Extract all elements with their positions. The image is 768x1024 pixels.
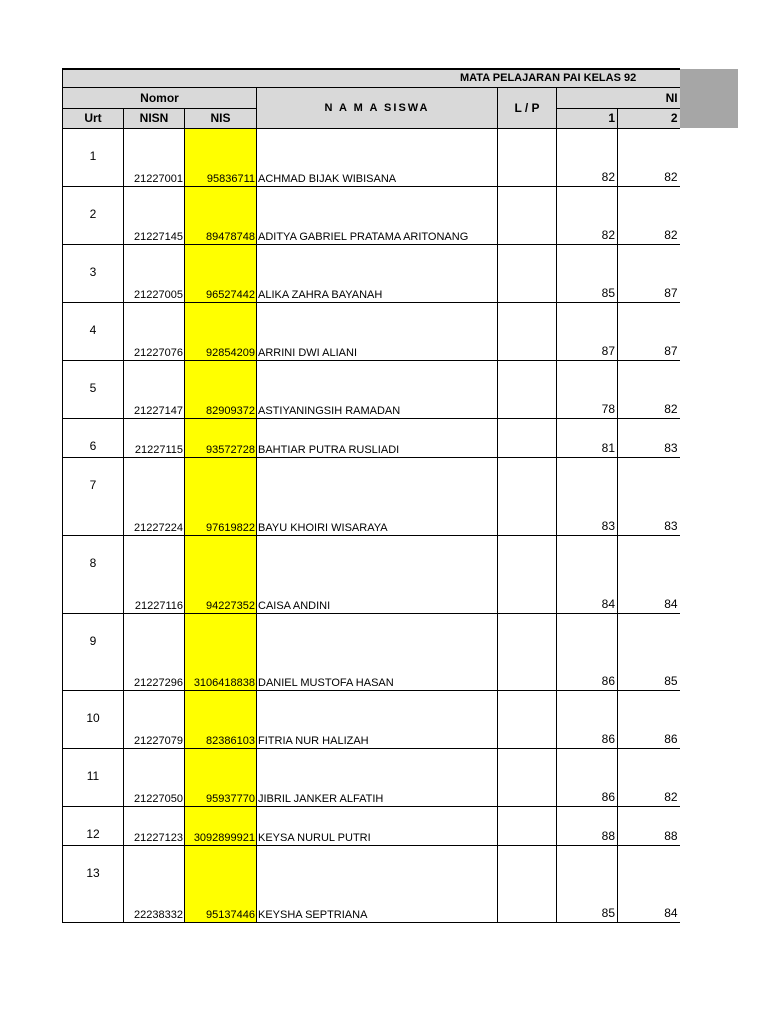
header-nilai: NI [557,87,680,108]
score-2-cell: 85 [618,613,680,690]
score-2-cell: 82 [618,360,680,418]
lp-cell [498,186,557,244]
nisn-cell: 21227116 [124,535,185,613]
lp-cell [498,128,557,186]
nis-cell: 82386103 [185,690,257,748]
nis-cell: 3092899921 [185,806,257,845]
student-name-cell: ASTIYANINGSIH RAMADAN [257,360,498,418]
lp-cell [498,806,557,845]
nis-cell: 95137446 [185,845,257,922]
header-nis: NIS [185,108,257,128]
score-1-cell: 86 [557,690,618,748]
score-1-cell: 85 [557,845,618,922]
student-name-cell: ADITYA GABRIEL PRATAMA ARITONANG [257,186,498,244]
score-2-cell: 84 [618,535,680,613]
score-1-cell: 88 [557,806,618,845]
table-row [63,806,680,845]
student-name-cell: DANIEL MUSTOFA HASAN [257,613,498,690]
score-2-cell: 84 [618,845,680,922]
score-2-cell: 82 [618,186,680,244]
urt-cell: 8 [63,535,124,613]
header-col-2: 2 [618,108,680,128]
nis-cell: 89478748 [185,186,257,244]
nis-cell: 95836711 [185,128,257,186]
urt-cell: 4 [63,302,124,360]
header-nisn: NISN [124,108,185,128]
urt-cell: 13 [63,845,124,922]
lp-cell [498,845,557,922]
score-1-cell: 86 [557,748,618,806]
table-row [63,418,680,457]
table-row [63,128,680,186]
table-title: MATA PELAJARAN PAI KELAS 92 [460,72,637,85]
student-grade-table [62,68,680,923]
score-2-cell: 83 [618,418,680,457]
urt-cell: 1 [63,128,124,186]
table-row [63,748,680,806]
nis-cell: 96527442 [185,244,257,302]
score-2-cell: 88 [618,806,680,845]
nis-cell: 95937770 [185,748,257,806]
nisn-cell: 21227115 [124,418,185,457]
table-row [63,302,680,360]
table-row [63,845,680,922]
nisn-cell: 21227296 [124,613,185,690]
nis-cell: 3106418838 [185,613,257,690]
table-title-cell [63,69,680,87]
student-name-cell: JIBRIL JANKER ALFATIH [257,748,498,806]
header-lp: L / P [498,87,557,128]
urt-cell: 7 [63,457,124,535]
nisn-cell: 21227145 [124,186,185,244]
nisn-cell: 21227224 [124,457,185,535]
score-1-cell: 78 [557,360,618,418]
student-name-cell: CAISA ANDINI [257,535,498,613]
student-name-cell: ACHMAD BIJAK WIBISANA [257,128,498,186]
urt-cell: 10 [63,690,124,748]
nis-cell: 92854209 [185,302,257,360]
score-2-cell: 82 [618,128,680,186]
score-1-cell: 83 [557,457,618,535]
nisn-cell: 21227001 [124,128,185,186]
nisn-cell: 21227147 [124,360,185,418]
lp-cell [498,302,557,360]
nisn-cell: 22238332 [124,845,185,922]
nisn-cell: 21227005 [124,244,185,302]
score-2-cell: 82 [618,748,680,806]
header-nama-siswa: N A M A SISWA [257,87,498,128]
table-row [63,360,680,418]
table-row [63,457,680,535]
student-name-cell: BAYU KHOIRI WISARAYA [257,457,498,535]
lp-cell [498,748,557,806]
score-2-cell: 86 [618,690,680,748]
table-row [63,244,680,302]
lp-cell [498,457,557,535]
student-name-cell: ALIKA ZAHRA BAYANAH [257,244,498,302]
nisn-cell: 21227123 [124,806,185,845]
score-1-cell: 82 [557,186,618,244]
score-1-cell: 82 [557,128,618,186]
nisn-cell: 21227079 [124,690,185,748]
lp-cell [498,535,557,613]
nisn-cell: 21227076 [124,302,185,360]
score-2-cell: 87 [618,302,680,360]
nisn-cell: 21227050 [124,748,185,806]
side-tab [679,69,738,128]
score-1-cell: 81 [557,418,618,457]
urt-cell: 12 [63,806,124,845]
table-row [63,186,680,244]
nis-cell: 82909372 [185,360,257,418]
score-1-cell: 84 [557,535,618,613]
nis-cell: 97619822 [185,457,257,535]
urt-cell: 3 [63,244,124,302]
nis-cell: 94227352 [185,535,257,613]
nis-cell: 93572728 [185,418,257,457]
student-name-cell: KEYSHA SEPTRIANA [257,845,498,922]
header-col-1: 1 [557,108,618,128]
urt-cell: 5 [63,360,124,418]
table-row [63,535,680,613]
lp-cell [498,418,557,457]
lp-cell [498,613,557,690]
header-nomor: Nomor [63,87,257,108]
lp-cell [498,690,557,748]
student-name-cell: ARRINI DWI ALIANI [257,302,498,360]
student-name-cell: KEYSA NURUL PUTRI [257,806,498,845]
table-row [63,613,680,690]
urt-cell: 2 [63,186,124,244]
urt-cell: 11 [63,748,124,806]
student-name-cell: FITRIA NUR HALIZAH [257,690,498,748]
lp-cell [498,360,557,418]
score-2-cell: 87 [618,244,680,302]
urt-cell: 9 [63,613,124,690]
table-row [63,690,680,748]
student-name-cell: BAHTIAR PUTRA RUSLIADI [257,418,498,457]
urt-cell: 6 [63,418,124,457]
header-urt: Urt [63,108,124,128]
score-1-cell: 87 [557,302,618,360]
score-1-cell: 86 [557,613,618,690]
score-1-cell: 85 [557,244,618,302]
score-2-cell: 83 [618,457,680,535]
lp-cell [498,244,557,302]
